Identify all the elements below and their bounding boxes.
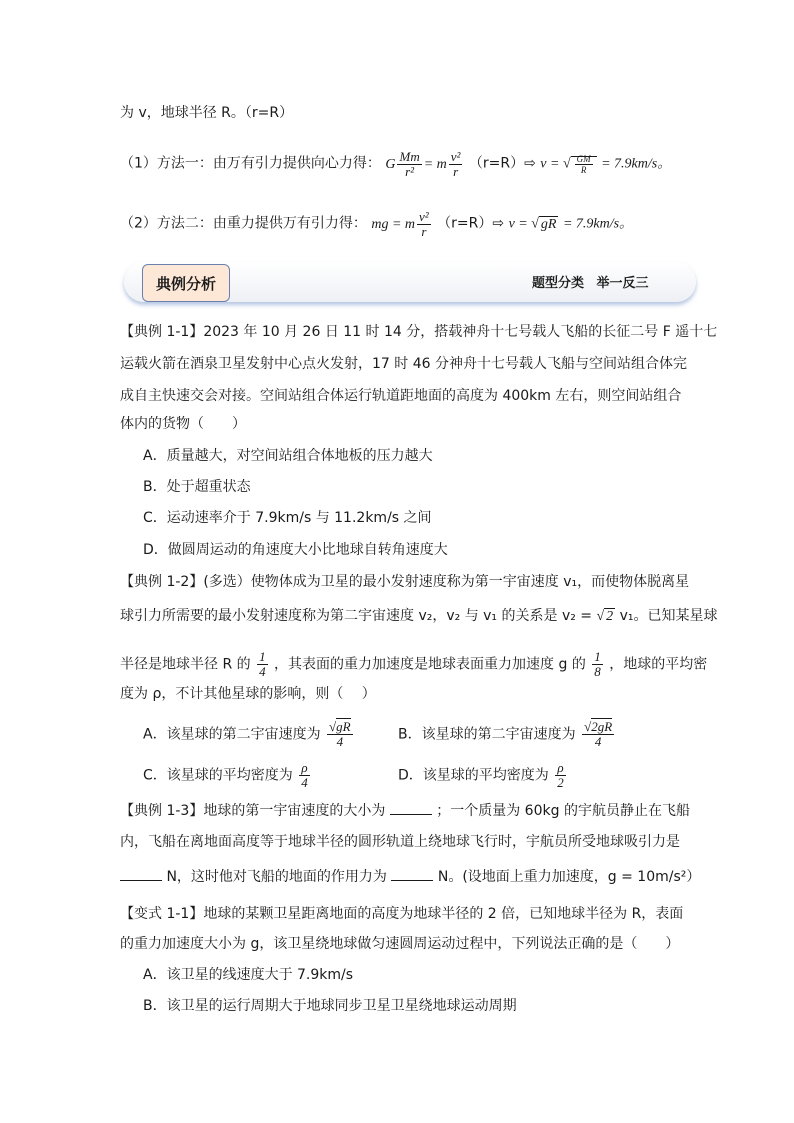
ex2-line3 <box>120 650 707 679</box>
ex2-option-d-text: D．该星球的平均密度为 <box>398 767 549 784</box>
ex2-option-b-text: B．该星球的第二宇宙速度为 <box>398 726 576 743</box>
ex2-option-b-value: $\frac{√2gR}{4}$ <box>584 719 613 749</box>
ex2-option-a <box>143 720 355 749</box>
fraction-one-quarter: $\frac{1}{4}$ <box>259 649 266 679</box>
method1-cond: （r=R）⇨ <box>468 155 536 172</box>
ex2-option-a-value: $\frac{√gR}{4}$ <box>329 719 351 749</box>
var1-line2: 的重力加速度大小为 g，该卫星绕地球做匀速圆周运动过程中，下列说法正确的是（ ） <box>120 936 680 952</box>
method2-cond: （r=R）⇨ <box>437 215 505 232</box>
method1-result: = 7.9km/s。 <box>601 156 672 172</box>
ex1-option-c: C．运动速率介于 7.9km/s 与 11.2km/s 之间 <box>143 510 432 526</box>
intro-line: 为 v，地球半径 R。（r=R） <box>120 105 294 121</box>
fraction-one-eighth: $\frac{1}{8}$ <box>594 649 601 679</box>
ex1-option-a: A．质量越大，对空间站组合体地板的压力越大 <box>143 448 433 464</box>
ex2-option-b <box>398 720 616 749</box>
banner-tab: 典例分析 <box>142 264 230 302</box>
ex3-line3 <box>120 866 700 887</box>
method2-v: v = √ gR <box>508 216 557 232</box>
ex2-line2-text: 球引力所需要的最小发射速度称为第二宇宙速度 v₂，v₂ 与 v₁ 的关系是 v₂ = <box>120 608 593 624</box>
ex1-line4: 体内的货物（ ） <box>120 416 246 432</box>
var1-line1: 【变式 1-1】地球的某颗卫星距离地面的高度为地球半径的 2 倍，已知地球半径为 R，表面 <box>120 906 684 922</box>
method1-formula: G $\frac{Mm}{\text{r²}}$ = m $\frac{\text{v²}}{r}$ <box>385 149 461 179</box>
ex1-option-b: B．处于超重状态 <box>143 479 251 495</box>
method2-line <box>120 210 633 239</box>
ex2-line2 <box>120 606 718 627</box>
ex3-line2: 内，飞船在离地面高度等于地球半径的圆形轨道上绕地球飞行时，宇航员所受地球吸引力是 <box>120 834 680 850</box>
ex2-option-d-value: $\frac{\rho}{2}$ <box>557 760 564 790</box>
var1-option-a: A．该卫星的线速度大于 7.9km/s <box>143 967 354 983</box>
ex3-line1-text: 【典例 1-3】地球的第一宇宙速度的大小为 <box>120 803 386 819</box>
ex2-line3-tail: ，地球的平均密 <box>609 656 708 673</box>
ex2-sqrt2: √ 2 <box>596 609 614 624</box>
ex3-line3-tail: N。(设地面上重力加速度，g = 10m/s²） <box>437 869 701 885</box>
ex2-option-a-text: A．该星球的第二宇宙速度为 <box>143 726 321 743</box>
var1-option-b: B．该卫星的运行周期大于地球同步卫星卫星绕地球运动周期 <box>143 998 517 1014</box>
ex2-option-c-text: C．该星球的平均密度为 <box>143 767 293 784</box>
method2-label: （2）方法二：由重力提供万有引力得： <box>120 215 367 232</box>
ex2-option-d <box>398 761 568 790</box>
answer-blank-3[interactable] <box>391 866 433 881</box>
method2-formula: mg = m $\frac{\text{v²}}{r}$ <box>371 209 429 239</box>
method1-line <box>120 150 671 179</box>
ex1-line3: 成自主快速交会对接。空间站组合体运行轨道距地面的高度为 400km 左右，则空间站组合 <box>120 388 682 404</box>
method1-label: （1）方法一：由万有引力提供向心力得： <box>120 155 381 172</box>
method2-result: = 7.9km/s。 <box>562 216 634 232</box>
ex2-line4: 度为 ρ，不计其他星球的影响，则（ ） <box>120 686 376 702</box>
ex3-line3-text: N，这时他对飞船的地面的作用力为 <box>166 869 387 885</box>
ex1-line2: 运载火箭在酒泉卫星发射中心点火发射，17 时 46 分神舟十七号载人飞船与空间站组合体完 <box>120 356 687 372</box>
ex3-line1 <box>120 800 690 821</box>
banner-right-text: 题型分类 举一反三 <box>532 276 649 291</box>
ex3-line1-tail: ；一个质量为 60kg 的宇航员静止在飞船 <box>436 803 690 819</box>
answer-blank-1[interactable] <box>390 800 432 815</box>
answer-blank-2[interactable] <box>120 866 162 881</box>
ex2-option-c-value: $\frac{\rho}{4}$ <box>301 760 308 790</box>
ex1-line1: 【典例 1-1】2023 年 10 月 26 日 11 时 14 分，搭载神舟十七号载人飞船的长征二号 F 遥十七 <box>120 324 718 340</box>
ex2-option-c <box>143 761 312 790</box>
ex2-line2-tail: v₁。已知某星球 <box>619 608 718 624</box>
ex2-line1: 【典例 1-2】(多选）使物体成为卫星的最小发射速度称为第一宇宙速度 v₁，而使物体脱离星 <box>120 574 690 590</box>
method1-v: v = √ $\frac{GM}{R}$ <box>540 156 596 172</box>
ex2-line3-mid: ，其表面的重力加速度是地球表面重力加速度 g 的 <box>274 656 586 673</box>
ex1-option-d: D．做圆周运动的角速度大小比地球自转角速度大 <box>143 542 448 558</box>
ex2-line3-text: 半径是地球半径 R 的 <box>120 656 251 673</box>
